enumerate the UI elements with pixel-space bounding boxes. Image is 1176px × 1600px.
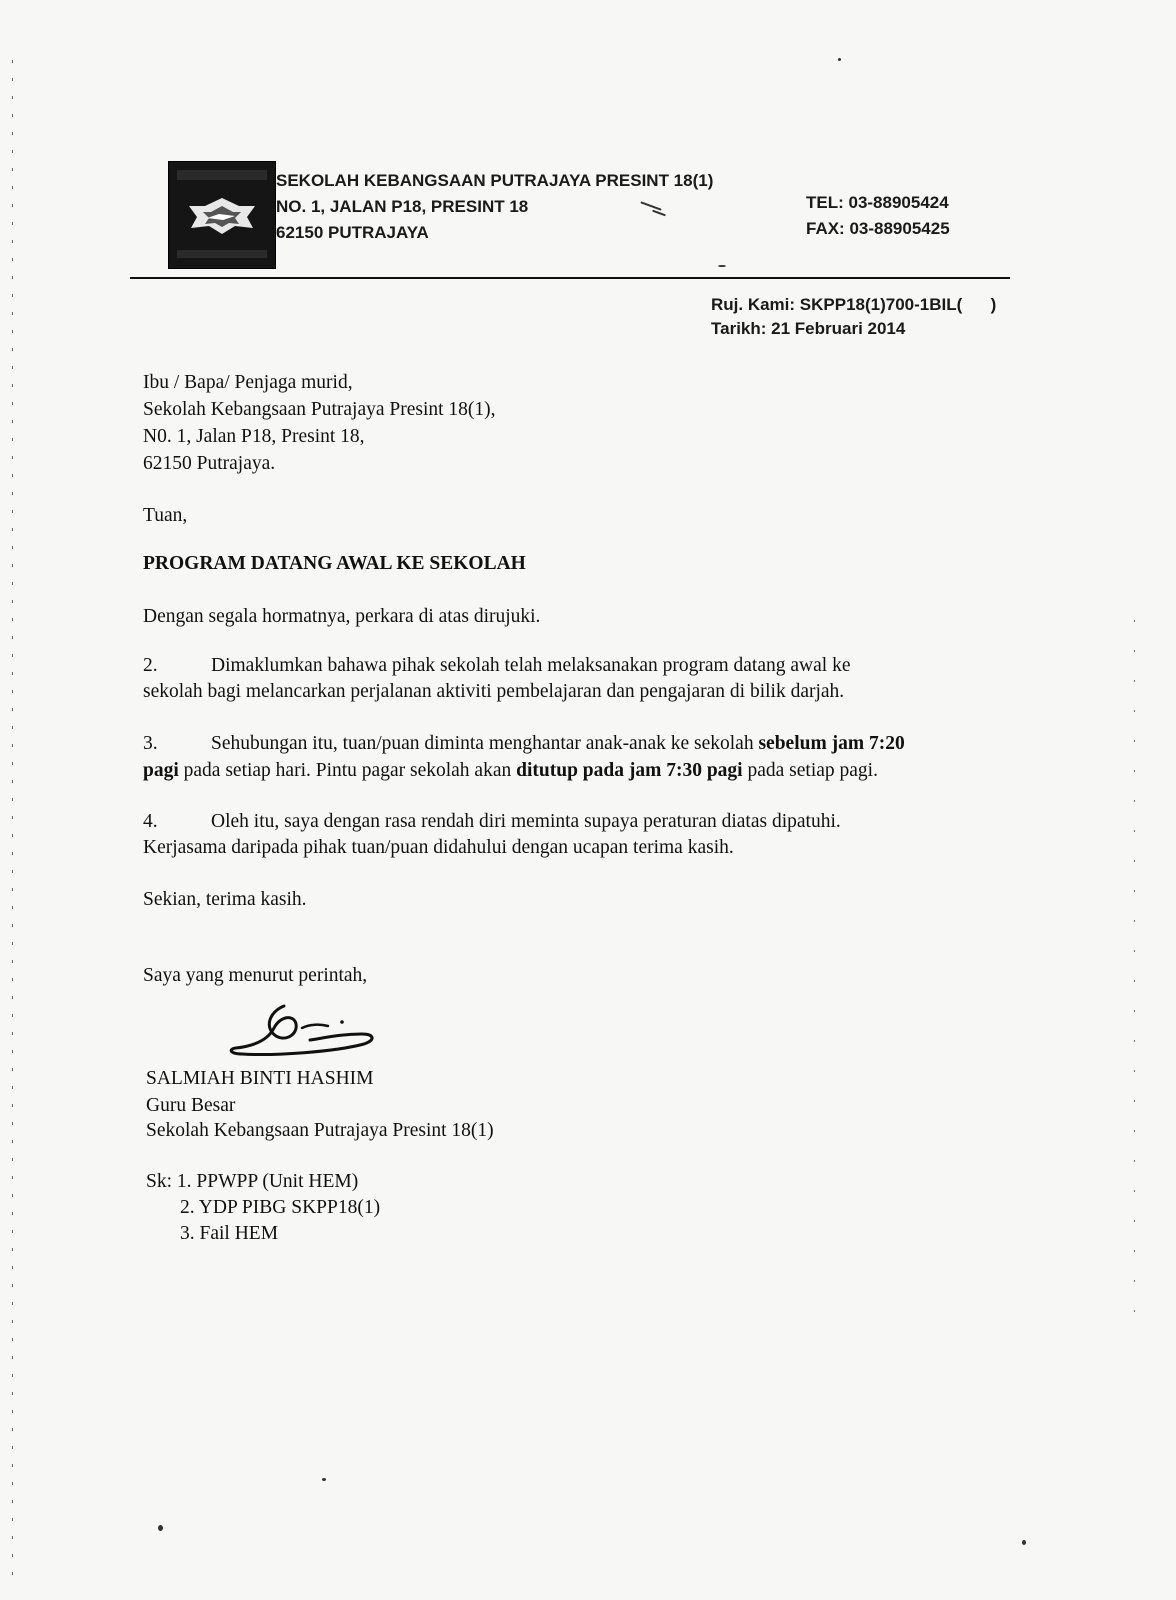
scan-speck (718, 265, 726, 267)
address-line-2: 62150 PUTRAJAYA (276, 223, 429, 242)
paragraph-2 (143, 652, 850, 679)
signatory-school: Sekolah Kebangsaan Putrajaya Presint 18(1) (146, 1120, 494, 1141)
recipient-line-3: N0. 1, Jalan P18, Presint 18, (143, 426, 365, 447)
paragraph-2-line-2: sekolah bagi melancarkan perjalanan aktiviti pembelajaran dan pengajaran di bilik darjah. (143, 681, 845, 702)
paragraph-4-line-2: Kerjasama daripada pihak tuan/puan didahului dengan ucapan terima kasih. (143, 837, 734, 858)
scan-edge-mark (12, 60, 13, 1580)
opening-line: Dengan segala hormatnya, perkara di atas dirujuki. (143, 606, 541, 627)
school-crest-icon (168, 161, 276, 269)
paragraph-3-text: pada setiap pagi. (742, 760, 878, 781)
scan-speck (322, 1478, 326, 1481)
address-line-1: NO. 1, JALAN P18, PRESINT 18 (276, 197, 529, 216)
scan-speck (838, 58, 841, 61)
header-divider (130, 277, 1010, 279)
scan-speck (640, 201, 661, 210)
scan-edge-mark (1134, 620, 1135, 1320)
scan-speck (1022, 1540, 1026, 1545)
paragraph-2-line-1: Dimaklumkan bahawa pihak sekolah telah melaksanakan program datang awal ke (211, 655, 851, 676)
telephone: TEL: 03-88905424 (806, 193, 949, 212)
school-name: SEKOLAH KEBANGSAAN PUTRAJAYA PRESINT 18(1) (276, 171, 714, 190)
signatory-name: SALMIAH BINTI HASHIM (146, 1068, 374, 1089)
letter-date: Tarikh: 21 Februari 2014 (711, 319, 906, 338)
closing-line: Sekian, terima kasih. (143, 889, 307, 910)
scan-speck (158, 1525, 163, 1531)
subject-heading: PROGRAM DATANG AWAL KE SEKOLAH (143, 553, 526, 574)
reference-number: Ruj. Kami: SKPP18(1)700-1BIL( ) (711, 295, 997, 314)
paragraph-3-emphasis: sebelum jam 7:20 (758, 733, 905, 754)
handwritten-signature-icon (224, 994, 384, 1064)
cc-line-1: Sk: 1. PPWPP (Unit HEM) (146, 1171, 359, 1192)
paragraph-4-line-1: Oleh itu, saya dengan rasa rendah diri meminta supaya peraturan diatas dipatuhi. (211, 811, 841, 832)
paragraph-number: 2. (143, 655, 158, 676)
signoff-line: Saya yang menurut perintah, (143, 965, 368, 986)
salutation: Tuan, (143, 505, 188, 526)
paragraph-3-line-2 (143, 757, 878, 784)
paragraph-3-emphasis: pagi (143, 760, 179, 781)
paragraph-3-text: pada setiap hari. Pintu pagar sekolah akan (178, 760, 517, 781)
fax: FAX: 03-88905425 (806, 219, 950, 238)
cc-line-3: 3. Fail HEM (180, 1223, 279, 1244)
paragraph-3-emphasis: ditutup pada jam 7:30 pagi (516, 760, 743, 781)
paragraph-4 (143, 808, 841, 835)
paragraph-number: 4. (143, 811, 158, 832)
recipient-line-2: Sekolah Kebangsaan Putrajaya Presint 18(1), (143, 399, 496, 420)
cc-line-2: 2. YDP PIBG SKPP18(1) (180, 1197, 381, 1218)
scan-speck (652, 210, 666, 217)
signatory-title: Guru Besar (146, 1095, 236, 1116)
paragraph-3 (143, 730, 905, 757)
recipient-line-1: Ibu / Bapa/ Penjaga murid, (143, 372, 353, 393)
recipient-line-4: 62150 Putrajaya. (143, 453, 276, 474)
paragraph-3-text: Sehubungan itu, tuan/puan diminta menghantar anak-anak ke sekolah (211, 733, 759, 754)
paragraph-number: 3. (143, 733, 158, 754)
